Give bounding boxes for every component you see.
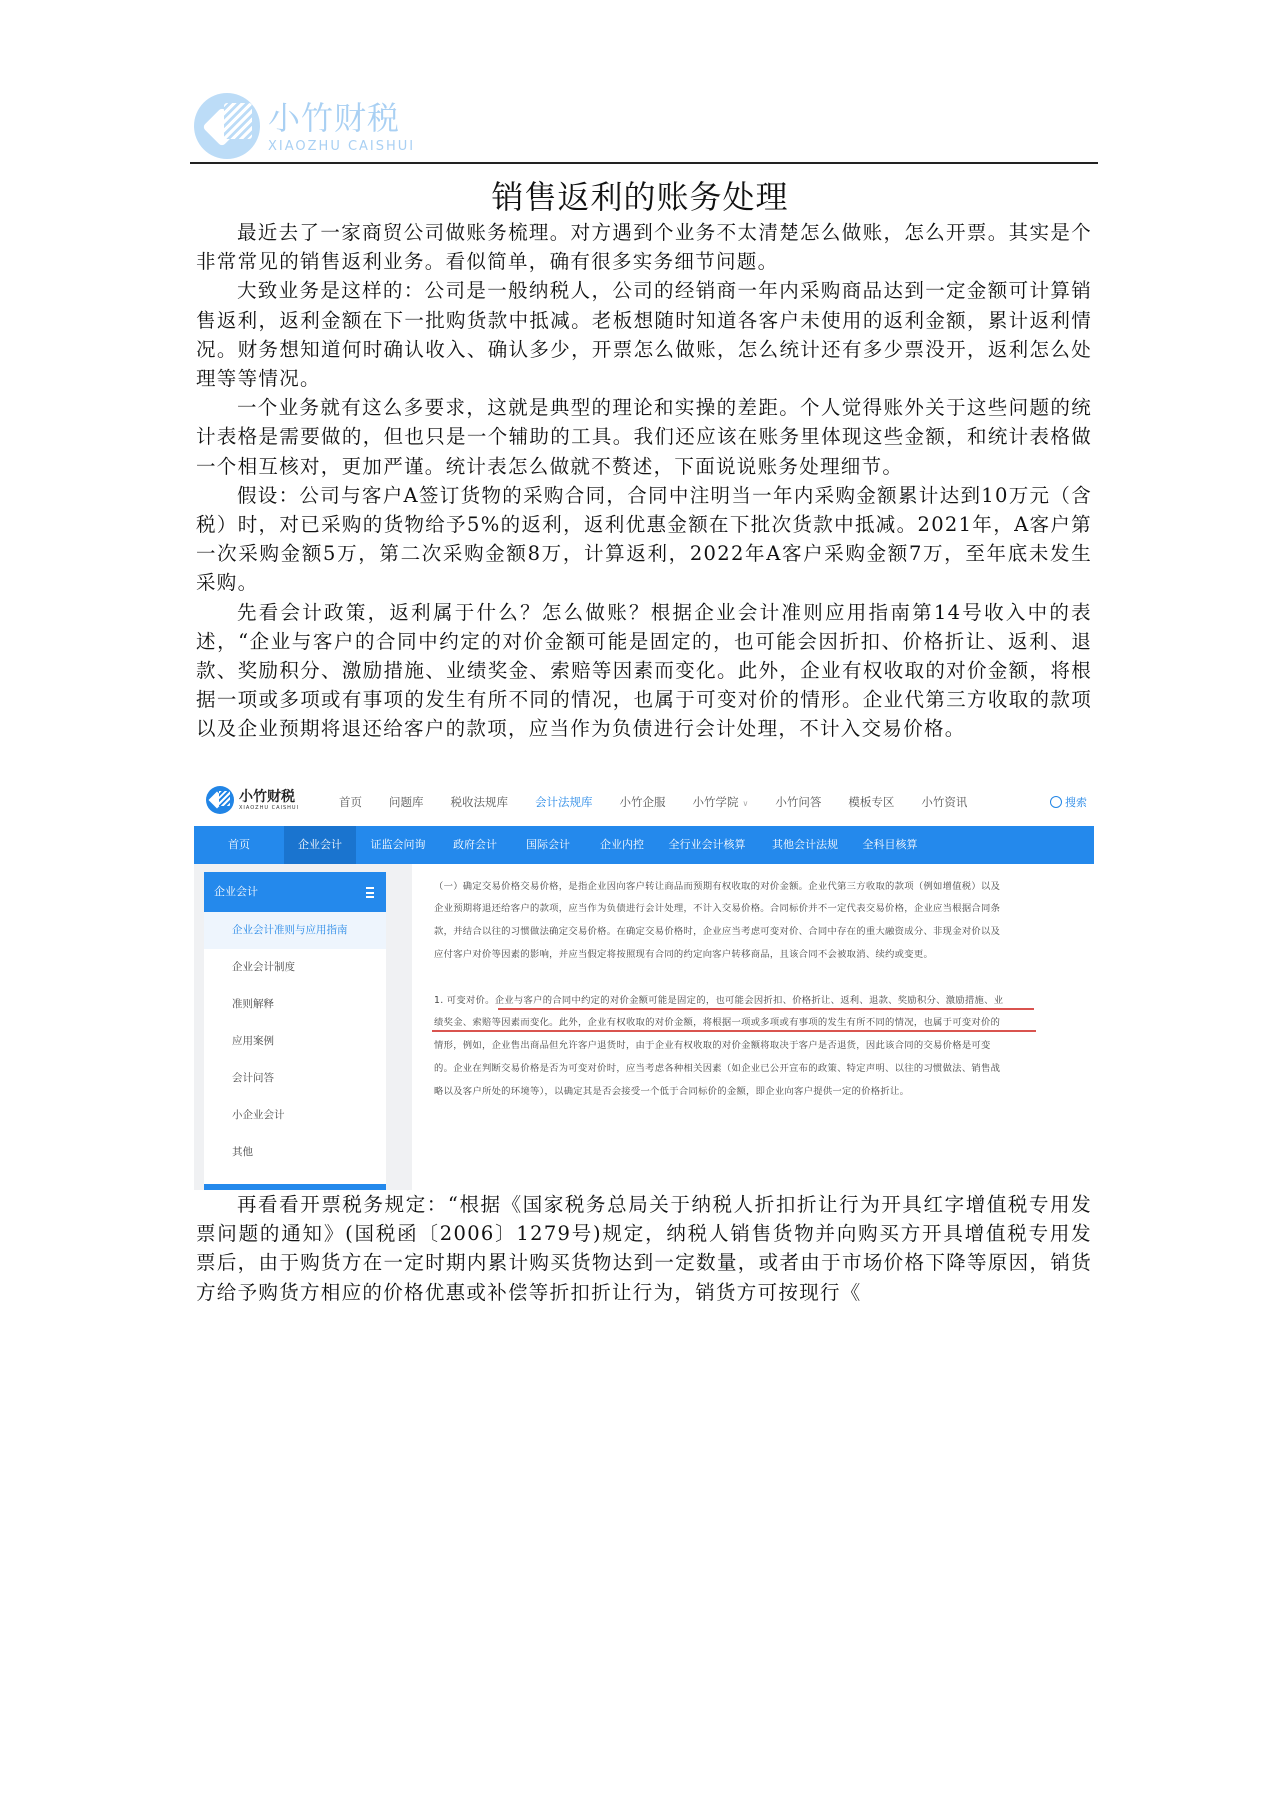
paragraph: 一个业务就有这么多要求，这就是典型的理论和实操的差距。个人觉得账外关于这些问题的统计表格是需要做的，但也只是一个辅助的工具。我们还应该在账务里体现这些金额，和统计表格做一个相互核对，更加严谨。统计表怎么做就不赘述，下面说说账务处理细节。 xyxy=(196,396,1092,478)
sidebar-item-other[interactable]: 其他 xyxy=(232,1146,253,1158)
site-logo-en: XIAOZHU CAISHUI xyxy=(239,805,300,811)
category-other-regulations[interactable]: 其他会计法规 xyxy=(772,838,838,851)
content-line: 的。企业在判断交易价格是否为可变对价时，应当考虑各种相关因素（如企业已公开宣布的政策、特定声明、以往的习惯做法、销售战 xyxy=(434,1063,1001,1074)
paragraph: 大致业务是这样的：公司是一般纳税人，公司的经销商一年内采购商品达到一定金额可计算销售返利，返利金额在下一批购货款中抵减。老板想随时知道各客户未使用的返利金额，累计返利情况。财务想知道何时确认收入、确认多少，开票怎么做账，怎么统计还有多少票没开，返利怎么处理等等情况。 xyxy=(196,279,1092,391)
content-line: 情形，例如，企业售出商品但允许客户退货时，由于企业有权收取的对价金额将取决于客户是否退货，因此该合同的交易价格是可变 xyxy=(434,1040,991,1051)
top-nav-templates[interactable]: 模板专区 xyxy=(848,795,895,809)
top-nav-questions[interactable]: 问题库 xyxy=(389,795,424,809)
content-line: 1. 可变对价。企业与客户的合同中约定的对价金额可能是固定的，也可能会因折扣、价格折让、返利、退款、奖励积分、激励措施、业 xyxy=(434,995,1004,1006)
embedded-website-screenshot xyxy=(194,778,1094,1190)
top-nav-academy-label: 小竹学院 xyxy=(692,795,739,809)
sidebar-item-small-business[interactable]: 小企业会计 xyxy=(232,1109,285,1121)
sidebar-item-accounting-system[interactable]: 企业会计制度 xyxy=(232,961,295,973)
body-text-bottom xyxy=(196,1190,1092,1307)
search-button[interactable] xyxy=(1050,794,1087,810)
sidebar-header[interactable] xyxy=(204,872,386,912)
top-nav-academy[interactable] xyxy=(693,794,749,810)
sidebar-title: 企业会计 xyxy=(214,885,258,898)
menu-icon[interactable] xyxy=(366,887,374,898)
site-logo-cn: 小竹财税 xyxy=(239,789,295,805)
logo-chinese-text: 小竹财税 xyxy=(268,98,401,137)
sidebar-item-cases[interactable]: 应用案例 xyxy=(232,1035,274,1047)
content-line: 略以及客户所处的环境等），以确定其是否会接受一个低于合同标价的金额，即企业向客户提供一定的价格折让。 xyxy=(434,1086,910,1097)
site-logo[interactable] xyxy=(206,786,299,814)
article-content xyxy=(412,864,1094,1190)
content-line: （一）确定交易价格交易价格，是指企业因向客户转让商品而预期有权收取的对价金额。企业代第三方收取的款项（例如增值税）以及 xyxy=(434,881,1001,892)
paragraph: 先看会计政策，返利属于什么？怎么做账？根据企业会计准则应用指南第14号收入中的表述，“企业与客户的合同中约定的对价金额可能是固定的，也可能会因折扣、价格折让、返利、退款、奖励积分、激励措施、业绩奖金、索赔等因素而变化。此外，企业有权收取的对价金额，将根据一项或多项或有事项的发生有所不同的情况，也属于可变对价的情形。企业代第三方收取的款项以及企业预期将退还给客户的款项，应当作为负债进行会计处理，不计入交易价格。 xyxy=(196,600,1092,741)
red-underline xyxy=(432,1030,1036,1032)
category-government-accounting[interactable]: 政府会计 xyxy=(453,838,497,851)
header-divider xyxy=(190,162,1098,164)
xiaozhu-logo-icon xyxy=(194,93,260,159)
top-nav-services[interactable]: 小竹企服 xyxy=(619,795,666,809)
site-top-nav xyxy=(339,778,994,826)
category-enterprise-accounting[interactable]: 企业会计 xyxy=(284,826,356,864)
category-nav xyxy=(194,826,1094,864)
top-nav-home[interactable]: 首页 xyxy=(339,795,362,809)
site-logo-icon xyxy=(206,786,234,814)
category-industry-accounting[interactable]: 全行业会计核算 xyxy=(668,838,746,851)
page-header-logo xyxy=(194,90,415,162)
sidebar-item-qa[interactable]: 会计问答 xyxy=(232,1072,274,1084)
top-nav-news[interactable]: 小竹资讯 xyxy=(921,795,968,809)
sidebar-item-standards-guide[interactable]: 企业会计准则与应用指南 xyxy=(204,912,386,949)
sidebar-item-interpretations[interactable]: 准则解释 xyxy=(232,998,274,1010)
sidebar xyxy=(204,872,386,1190)
top-nav-accounting-laws[interactable]: 会计法规库 xyxy=(535,795,593,809)
category-home[interactable]: 首页 xyxy=(228,838,250,851)
paragraph: 再看看开票税务规定：“根据《国家税务总局关于纳税人折扣折让行为开具红字增值税专用发票问题的通知》(国税函〔2006〕1279号)规定，纳税人销售货物并向购买方开具增值税专用发票后，由于购货方在一定时期内累计购买货物达到一定数量，或者由于市场价格下降等原因，销货方给予购货方相应的价格优惠或补偿等折扣折让行为，销货方可按现行《 xyxy=(196,1193,1092,1304)
red-underline xyxy=(498,1008,1034,1010)
search-icon xyxy=(1050,796,1062,808)
paragraph: 最近去了一家商贸公司做账务梳理。对方遇到个业务不太清楚怎么做账，怎么开票。其实是个非常常见的销售返利业务。看似简单，确有很多实务细节问题。 xyxy=(196,221,1092,274)
top-nav-tax-laws[interactable]: 税收法规库 xyxy=(450,795,508,809)
content-line: 企业预期将退还给客户的款项，应当作为负债进行会计处理，不计入交易价格。合同标价并不一定代表交易价格，企业应当根据合同条 xyxy=(434,903,1001,914)
category-csrc-inquiry[interactable]: 证监会问询 xyxy=(370,838,426,851)
logo-english-text: XIAOZHU CAISHUI xyxy=(268,138,416,154)
body-text-top xyxy=(196,218,1092,744)
paragraph: 假设：公司与客户A签订货物的采购合同，合同中注明当一年内采购金额累计达到10万元（含税）时，对已采购的货物给予5%的返利，返利优惠金额在下批次货款中抵减。2021年，A客户第一次采购金额5万，第二次采购金额8万，计算返利，2022年A客户采购金额7万，至年底未发生采购。 xyxy=(196,483,1092,595)
top-nav-qa[interactable]: 小竹问答 xyxy=(775,795,822,809)
content-line: 款，并结合以往的习惯做法确定交易价格。在确定交易价格时，企业应当考虑可变对价、合同中存在的重大融资成分、非现金对价以及 xyxy=(434,926,1001,937)
category-internal-control[interactable]: 企业内控 xyxy=(600,838,644,851)
content-line: 应付客户对价等因素的影响，并应当假定将按照现有合同的约定向客户转移商品，且该合同不会被取消、续约或变更。 xyxy=(434,949,934,960)
content-line: 绩奖金、索赔等因素而变化。此外，企业有权收取的对价金额，将根据一项或多项或有事项的发生有所不同的情况，也属于可变对价的 xyxy=(434,1017,1001,1028)
category-all-subjects[interactable]: 全科目核算 xyxy=(862,838,918,851)
search-label: 搜索 xyxy=(1065,796,1087,809)
site-top-bar xyxy=(194,778,1094,826)
document-title: 销售返利的账务处理 xyxy=(491,178,789,216)
chevron-down-icon: ∨ xyxy=(742,799,749,808)
category-international-accounting[interactable]: 国际会计 xyxy=(526,838,570,851)
